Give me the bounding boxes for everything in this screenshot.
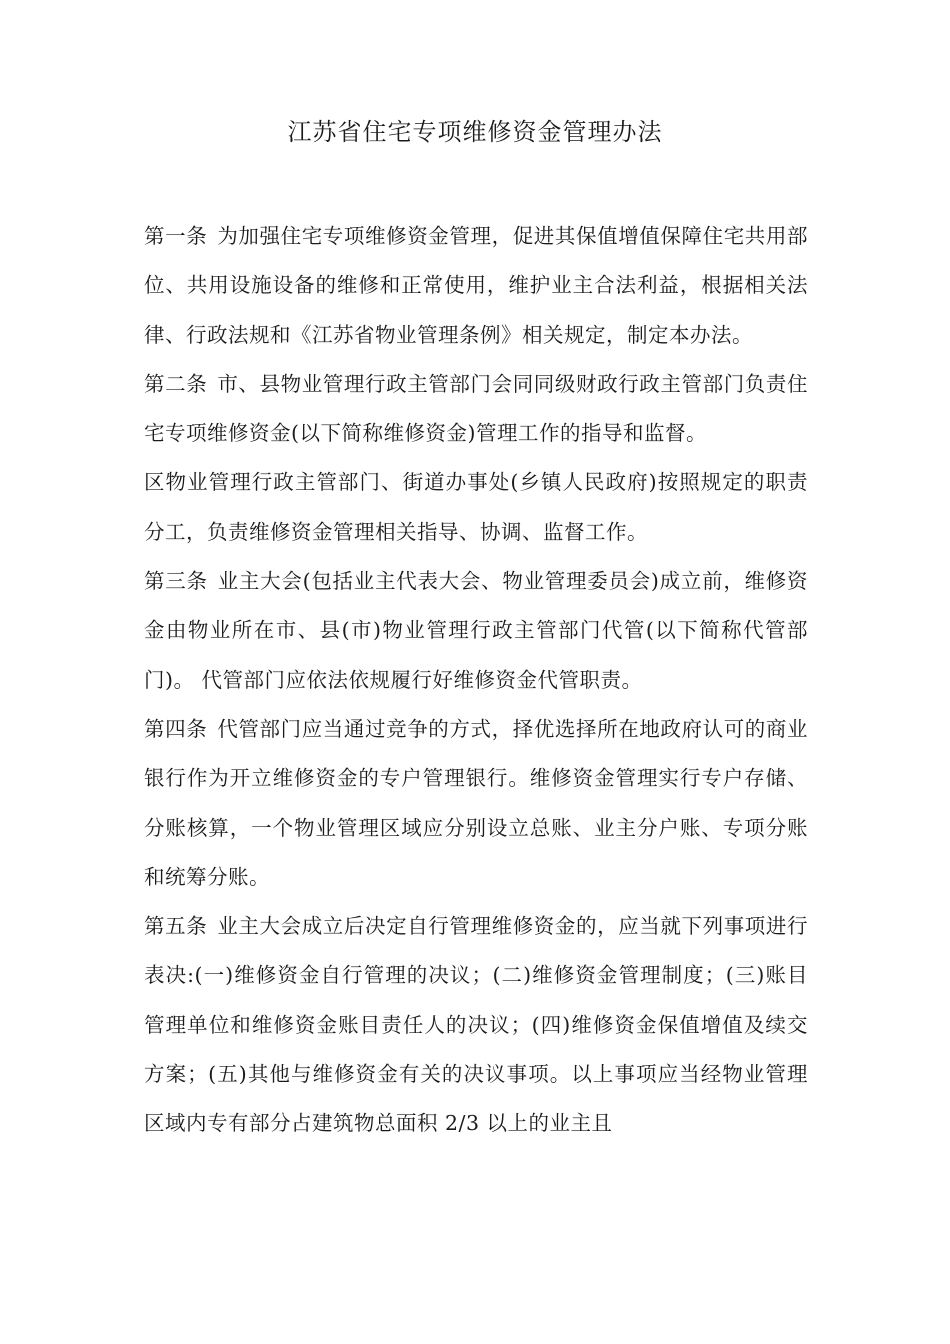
paragraph-text: 区物业管理行政主管部门、街道办事处(乡镇人民政府)按照规定的职责分工，负责维修资金管理相关指导、协调、监督工作。	[144, 470, 808, 544]
paragraph-article-2-continued	[144, 458, 808, 557]
article-number: 第一条	[144, 224, 208, 248]
document-body	[144, 212, 808, 1149]
paragraph-text: 业主大会成立后决定自行管理维修资金的，应当就下列事项进行表决:(一)维修资金自行管理的决议；(二)维修资金管理制度；(三)账目管理单位和维修资金账目责任人的决议；(四)维修资金保值增值及续交方案；(五)其他与维修资金有关的决议事项。以上事项应当经物业管理区域内专有部分占建筑物总面积 2/3 以上的业主且	[144, 914, 809, 1136]
article-number: 第三条	[144, 569, 208, 594]
article-number: 第五条	[144, 914, 208, 939]
paragraph-article-1	[144, 212, 808, 360]
paragraph-article-2	[144, 360, 808, 459]
article-number: 第四条	[144, 716, 208, 741]
paragraph-text: 市、县物业管理行政主管部门会同同级财政行政主管部门负责住宅专项维修资金(以下简称维修资金)管理工作的指导和监督。	[144, 371, 809, 446]
paragraph-article-4	[144, 705, 808, 902]
article-number: 第二条	[144, 371, 208, 396]
paragraph-article-5	[144, 902, 808, 1148]
paragraph-text: 为加强住宅专项维修资金管理，促进其保值增值保障住宅共用部位、共用设施设备的维修和正常使用，维护业主合法利益，根据相关法律、行政法规和《江苏省物业管理条例》相关规定，制定本办法。	[144, 224, 809, 347]
document-title: 江苏省住宅专项维修资金管理办法	[287, 118, 663, 146]
paragraph-text: 代管部门应当通过竞争的方式，择优选择所在地政府认可的商业银行作为开立维修资金的专户管理银行。维修资金管理实行专户存储、分账核算，一个物业管理区域应分别设立总账、业主分户账、专项分账和统筹分账。	[144, 716, 809, 889]
paragraph-article-3	[144, 557, 808, 705]
paragraph-text: 业主大会(包括业主代表大会、物业管理委员会)成立前，维修资金由物业所在市、县(市)物业管理行政主管部门代管(以下简称代管部门)。 代管部门应依法依规履行好维修资金代管职责。	[144, 569, 809, 692]
